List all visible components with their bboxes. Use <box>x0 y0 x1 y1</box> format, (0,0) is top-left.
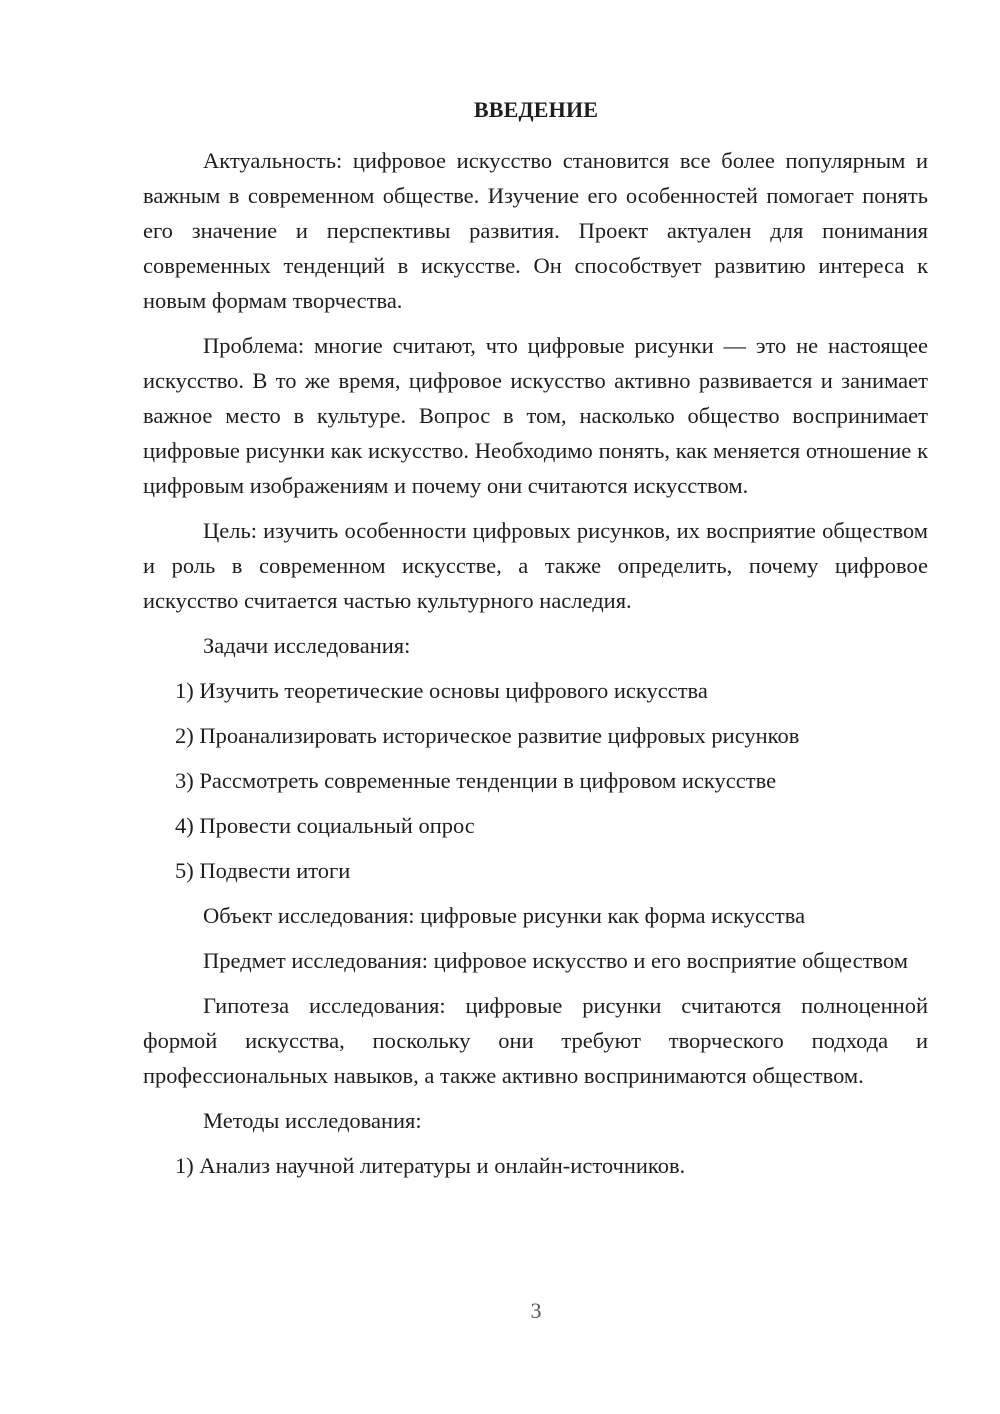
page-number: 3 <box>530 1298 542 1323</box>
document-body <box>143 143 928 1193</box>
methods-list <box>143 1148 928 1183</box>
tasks-heading: Задачи исследования: <box>203 633 411 658</box>
list-item: 5) Подвести итоги <box>175 858 351 883</box>
relevance-paragraph: Актуальность: цифровое искусство становится все более популярным и важным в современном обществе. Изучение его особенностей помогает понять его значение и перспективы развития. Проект актуален для понимания современных тенденций в искусстве. Он способствует развитию интереса к новым формам творчества. <box>143 148 928 313</box>
page-title: ВВЕДЕНИЕ <box>473 97 599 122</box>
list-item: 1) Изучить теоретические основы цифрового искусства <box>175 678 708 703</box>
list-item: 4) Провести социальный опрос <box>175 813 475 838</box>
list-item: 2) Проанализировать историческое развитие цифровых рисунков <box>175 723 800 748</box>
subject-paragraph: Предмет исследования: цифровое искусство и его восприятие обществом <box>203 948 908 973</box>
methods-heading: Методы исследования: <box>203 1108 422 1133</box>
problem-paragraph: Проблема: многие считают, что цифровые рисунки — это не настоящее искусство. В то же время, цифровое искусство активно развивается и занимает важное место в культуре. Вопрос в том, насколько общество воспринимает цифровые рисунки как искусство. Необходимо понять, как меняется отношение к цифровым изображениям и почему они считаются искусством. <box>143 333 928 498</box>
hypothesis-paragraph: Гипотеза исследования: цифровые рисунки считаются полноценной формой искусства, поскольку они требуют творческого подхода и профессиональных навыков, а также активно воспринимаются обществом. <box>143 993 928 1088</box>
tasks-list <box>143 673 928 888</box>
list-item: 3) Рассмотреть современные тенденции в цифровом искусстве <box>175 768 777 793</box>
object-paragraph: Объект исследования: цифровые рисунки как форма искусства <box>203 903 806 928</box>
goal-paragraph: Цель: изучить особенности цифровых рисунков, их восприятие обществом и роль в современном искусстве, а также определить, почему цифровое искусство считается частью культурного наследия. <box>143 518 928 613</box>
list-item: 1) Анализ научной литературы и онлайн-источников. <box>175 1153 686 1178</box>
